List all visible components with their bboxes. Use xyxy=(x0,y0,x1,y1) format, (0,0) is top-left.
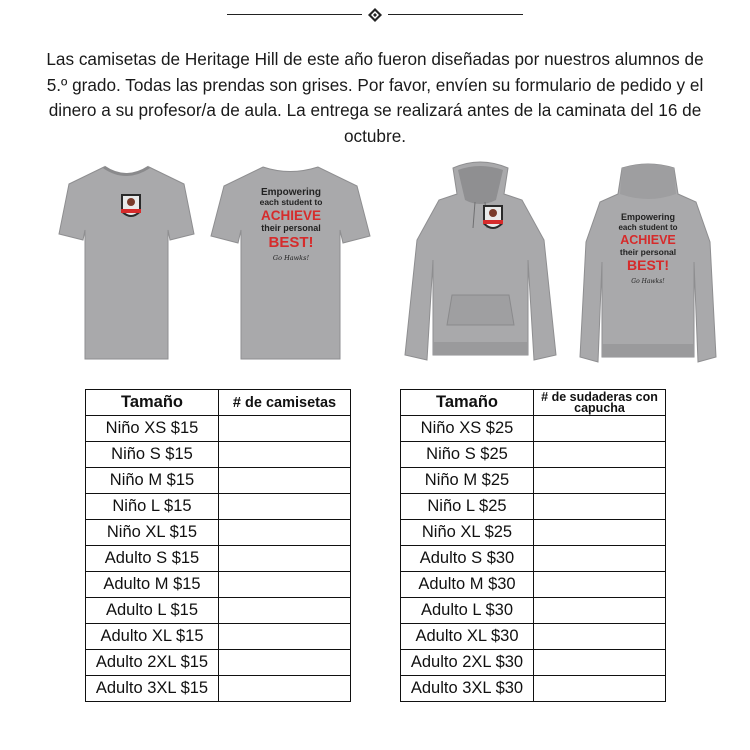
table-row xyxy=(401,416,666,442)
divider-line-left xyxy=(227,14,362,15)
back-print-line2: each student to xyxy=(259,197,323,207)
quantity-entry-cell[interactable] xyxy=(534,494,666,520)
quantity-entry-cell[interactable] xyxy=(219,416,351,442)
size-price-cell: Niño L $25 xyxy=(401,494,534,520)
back-print-line3: ACHIEVE xyxy=(260,208,322,223)
back-print-line5: BEST! xyxy=(268,234,314,251)
tshirt-back-image xyxy=(209,164,372,362)
back-print-line1: Empowering xyxy=(620,212,676,222)
size-price-cell: Adulto S $30 xyxy=(401,546,534,572)
tshirt-order-table xyxy=(85,389,351,702)
back-print-line4: their personal xyxy=(261,223,321,233)
size-price-cell: Niño M $25 xyxy=(401,468,534,494)
quantity-entry-cell[interactable] xyxy=(219,572,351,598)
table-row xyxy=(86,494,351,520)
hoodie-back-image xyxy=(578,162,718,366)
quantity-entry-cell[interactable] xyxy=(534,624,666,650)
table-row xyxy=(86,624,351,650)
tshirt-table-body xyxy=(86,416,351,702)
quantity-entry-cell[interactable] xyxy=(219,598,351,624)
table-row xyxy=(401,676,666,702)
school-crest-icon xyxy=(483,205,503,229)
quantity-entry-cell[interactable] xyxy=(534,572,666,598)
size-price-cell: Niño XL $15 xyxy=(86,520,219,546)
size-price-cell: Adulto 3XL $15 xyxy=(86,676,219,702)
size-price-cell: Niño XS $25 xyxy=(401,416,534,442)
quantity-entry-cell[interactable] xyxy=(534,650,666,676)
back-print-line4: their personal xyxy=(619,247,677,257)
hoodie-front-image xyxy=(402,160,559,364)
table-row xyxy=(86,468,351,494)
back-print-line2: each student to xyxy=(618,223,678,232)
quantity-entry-cell[interactable] xyxy=(534,468,666,494)
table-header-row xyxy=(401,390,666,416)
size-price-cell: Niño M $15 xyxy=(86,468,219,494)
table-row xyxy=(86,676,351,702)
size-price-cell: Adulto 3XL $30 xyxy=(401,676,534,702)
table-row xyxy=(401,624,666,650)
size-price-cell: Adulto M $30 xyxy=(401,572,534,598)
quantity-entry-cell[interactable] xyxy=(219,494,351,520)
back-print-signature: Go Hawks! xyxy=(272,254,310,262)
back-print-signature: Go Hawks! xyxy=(631,278,665,285)
table-row xyxy=(86,650,351,676)
quantity-entry-cell[interactable] xyxy=(534,416,666,442)
size-price-cell: Niño L $15 xyxy=(86,494,219,520)
table-row xyxy=(401,494,666,520)
table-row xyxy=(401,442,666,468)
size-price-cell: Adulto 2XL $15 xyxy=(86,650,219,676)
back-print-line5: BEST! xyxy=(627,257,669,273)
size-column-header: Tamaño xyxy=(86,390,219,416)
table-row xyxy=(86,546,351,572)
size-price-cell: Niño XL $25 xyxy=(401,520,534,546)
quantity-entry-cell[interactable] xyxy=(534,676,666,702)
size-price-cell: Adulto S $15 xyxy=(86,546,219,572)
quantity-entry-cell[interactable] xyxy=(219,468,351,494)
quantity-entry-cell[interactable] xyxy=(219,650,351,676)
table-row xyxy=(401,572,666,598)
table-row xyxy=(401,520,666,546)
table-row xyxy=(401,468,666,494)
tshirt-front-image xyxy=(58,164,195,362)
decorative-divider xyxy=(227,14,523,16)
size-price-cell: Adulto XL $30 xyxy=(401,624,534,650)
size-price-cell: Niño XS $15 xyxy=(86,416,219,442)
size-price-cell: Adulto 2XL $30 xyxy=(401,650,534,676)
school-crest-icon xyxy=(121,194,141,217)
size-column-header: Tamaño xyxy=(401,390,534,416)
table-row xyxy=(401,546,666,572)
back-print-line3: ACHIEVE xyxy=(620,233,676,247)
size-price-cell: Adulto L $30 xyxy=(401,598,534,624)
quantity-entry-cell[interactable] xyxy=(219,442,351,468)
table-row xyxy=(86,442,351,468)
table-row xyxy=(86,416,351,442)
quantity-header-line2: capucha xyxy=(574,400,625,415)
back-print-line1: Empowering xyxy=(260,187,322,198)
quantity-entry-cell[interactable] xyxy=(534,598,666,624)
size-price-cell: Adulto L $15 xyxy=(86,598,219,624)
quantity-entry-cell[interactable] xyxy=(219,624,351,650)
quantity-column-header xyxy=(534,390,666,416)
quantity-entry-cell[interactable] xyxy=(219,546,351,572)
table-row xyxy=(401,598,666,624)
quantity-entry-cell[interactable] xyxy=(219,676,351,702)
size-price-cell: Niño S $25 xyxy=(401,442,534,468)
diamond-ornament-icon xyxy=(368,8,382,22)
quantity-entry-cell[interactable] xyxy=(534,546,666,572)
table-row xyxy=(86,598,351,624)
table-row xyxy=(86,572,351,598)
size-price-cell: Adulto XL $15 xyxy=(86,624,219,650)
quantity-entry-cell[interactable] xyxy=(534,442,666,468)
quantity-header-line1: # de sudaderas con xyxy=(541,389,658,404)
size-price-cell: Niño S $15 xyxy=(86,442,219,468)
table-row xyxy=(401,650,666,676)
table-row xyxy=(86,520,351,546)
hoodie-order-table xyxy=(400,389,666,702)
table-header-row xyxy=(86,390,351,416)
size-price-cell: Adulto M $15 xyxy=(86,572,219,598)
intro-paragraph: Las camisetas de Heritage Hill de este año fueron diseñadas por nuestros alumnos de 5.º grado. Todas las prendas son grises. Por favor, envíen su formulario de pedido y el dinero a su profesor/a de aula. La entrega se realizará antes de la caminata del 16 de octubre. xyxy=(46,49,704,146)
quantity-entry-cell[interactable] xyxy=(534,520,666,546)
quantity-column-header: # de camisetas xyxy=(219,390,351,416)
divider-line-right xyxy=(388,14,523,15)
quantity-entry-cell[interactable] xyxy=(219,520,351,546)
hoodie-table-body xyxy=(401,416,666,702)
